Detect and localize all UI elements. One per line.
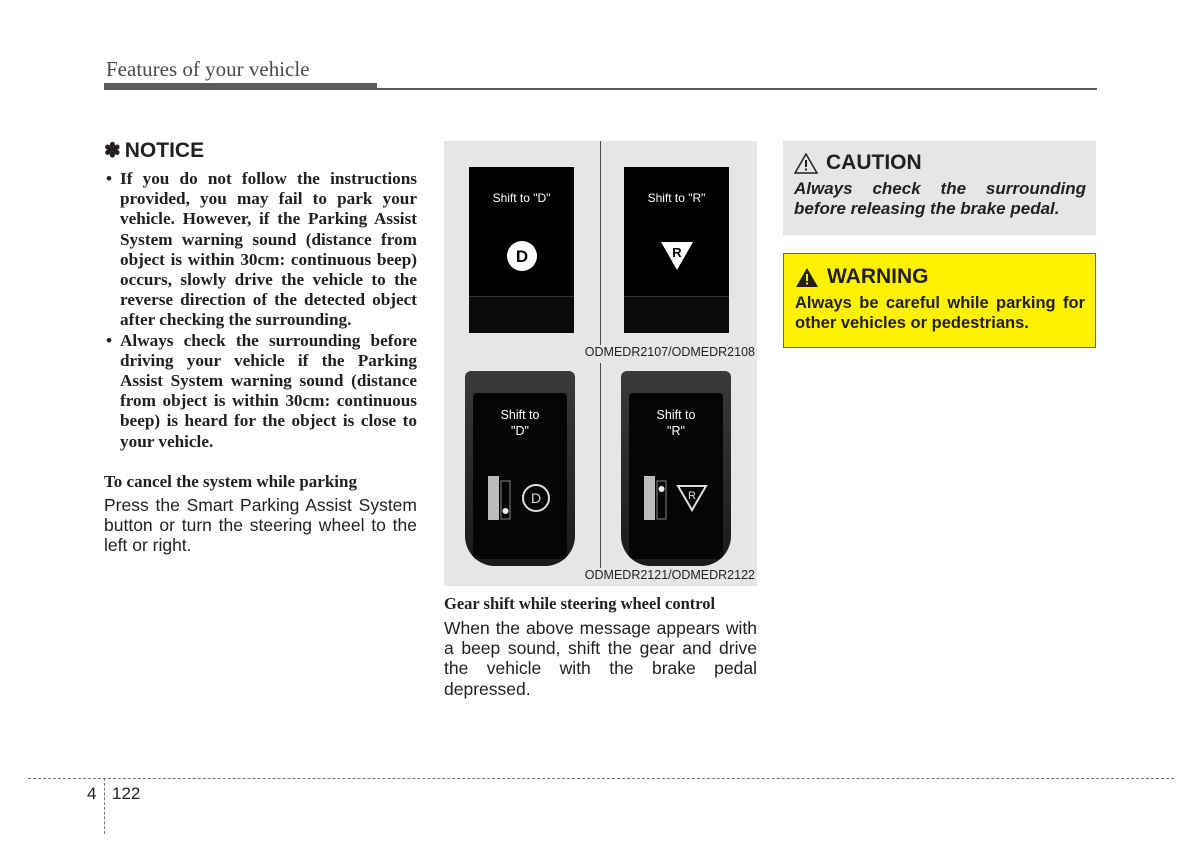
caution-heading	[794, 151, 1086, 175]
page-number: 122	[112, 784, 141, 803]
drive-gear-icon	[521, 483, 551, 513]
figure-divider	[600, 363, 601, 568]
notice-column	[104, 138, 417, 555]
footer-divider	[104, 778, 105, 834]
chapter-number: 4	[87, 784, 97, 803]
figure-subheading: Gear shift while steering wheel control	[444, 594, 716, 613]
svg-text:D: D	[515, 247, 529, 266]
cluster-screen	[473, 393, 567, 559]
warning-title: WARNING	[827, 265, 929, 288]
warning-triangle-icon	[795, 267, 819, 288]
cluster-shift-r	[621, 371, 731, 566]
header-rule-thin	[104, 88, 1097, 90]
notice-title: NOTICE	[124, 138, 205, 162]
display-lower-panel	[624, 296, 729, 333]
figure-text: When the above message appears with a beep sound, shift the gear and drive the vehicle with the brake pedal depressed.	[444, 618, 757, 699]
notice-star-icon: ✽	[104, 140, 121, 162]
figure-divider	[600, 141, 601, 345]
cancel-text: Press the Smart Parking Assist System button or turn the steering wheel to the left or right.	[104, 494, 417, 556]
footer-rule	[28, 778, 1174, 779]
gear-selector-icon	[643, 475, 669, 521]
caution-triangle-icon	[794, 153, 818, 174]
notice-item: • Always check the surrounding before driving your vehicle if the Parking Assist System warning sound (distance from object is within 30cm: continuous beep) is heard for the object is close to your vehicle.	[104, 331, 417, 452]
notice-heading	[104, 138, 417, 163]
notice-item: • If you do not follow the instructions provided, you may fail to park your vehicle. However, if the Parking Assist System warning sound (distance from object is within 30cm: continuous beep) occurs, slowly drive the vehicle to the reverse direction of the detected object after checking the surrounding.	[104, 169, 417, 331]
cluster-screen	[629, 393, 723, 559]
caution-box	[783, 141, 1096, 235]
figure-column	[444, 141, 757, 699]
display-message: Shift to "R"	[647, 191, 706, 205]
gear-selector-icon	[487, 475, 513, 521]
cluster-message: Shift to "D"	[500, 408, 540, 438]
warning-text: Always be careful while parking for other vehicles or pedestrians.	[795, 294, 1085, 332]
page-header-title: Features of your vehicle	[106, 57, 310, 81]
display-shift-r	[624, 167, 729, 333]
figure-box	[444, 141, 757, 586]
svg-text:R: R	[688, 490, 696, 502]
cancel-heading: To cancel the system while parking	[104, 471, 357, 491]
drive-gear-icon	[505, 239, 539, 273]
svg-text:R: R	[672, 245, 682, 260]
display-shift-d	[469, 167, 574, 333]
cluster-shift-d	[465, 371, 575, 566]
figure-top	[444, 141, 757, 363]
reverse-gear-icon	[676, 483, 708, 513]
reverse-gear-icon	[659, 239, 695, 273]
figure-bottom	[444, 363, 757, 586]
figure-caption-top: ODMEDR2107/ODMEDR2108	[584, 345, 755, 359]
cluster-message: Shift to "R"	[656, 408, 696, 438]
notice-list	[104, 169, 417, 452]
caution-title: CAUTION	[826, 151, 922, 174]
svg-text:D: D	[530, 490, 542, 506]
warning-heading	[795, 265, 1085, 289]
warning-box	[783, 253, 1096, 348]
display-lower-panel	[469, 296, 574, 333]
figure-caption-bottom: ODMEDR2121/ODMEDR2122	[584, 568, 755, 582]
display-message: Shift to "D"	[492, 191, 551, 205]
caution-text: Always check the surrounding before releasing the brake pedal.	[794, 179, 1086, 218]
